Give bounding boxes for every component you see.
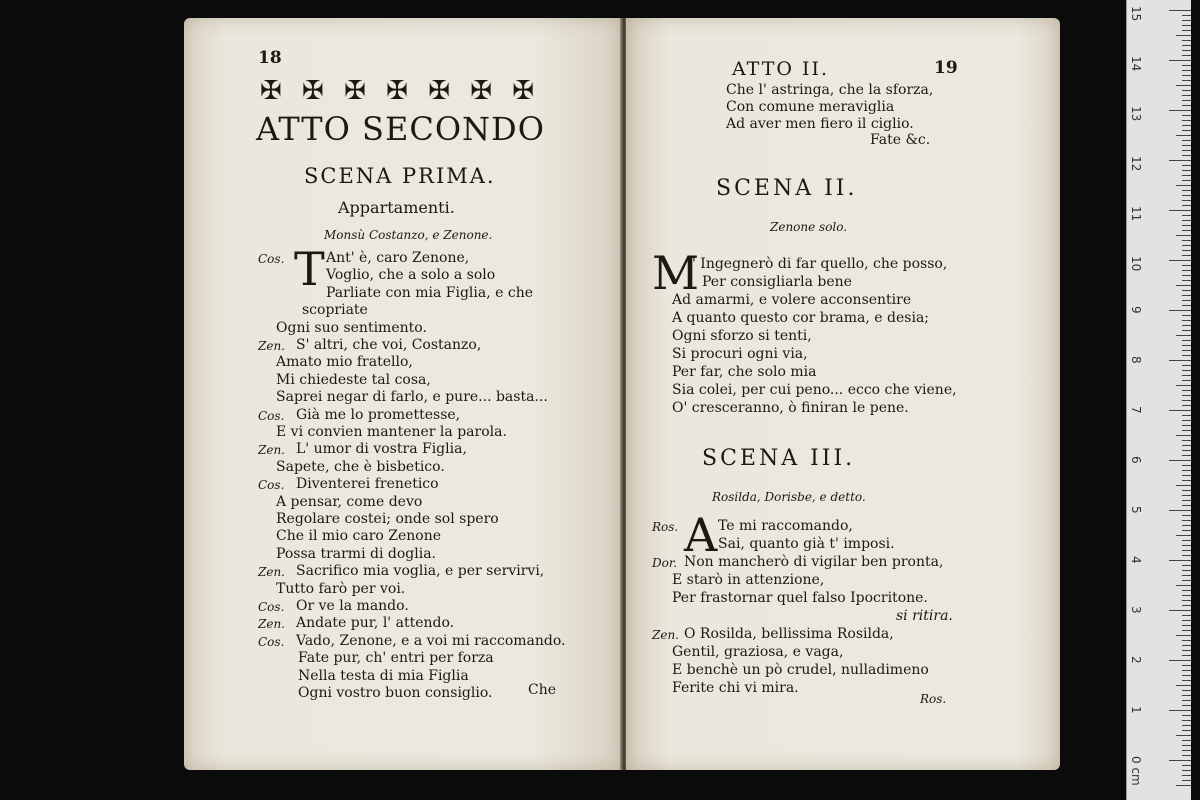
- ruler-tick: [1176, 535, 1191, 536]
- speaker-label: Cos.: [258, 634, 285, 649]
- page-number: 18: [258, 48, 282, 68]
- ruler-tick: [1182, 690, 1191, 691]
- verse-line: Regolare costei; onde sol spero: [276, 511, 499, 527]
- ruler-tick: [1169, 460, 1191, 461]
- ruler-tick: [1182, 620, 1191, 621]
- catchword: Ros.: [920, 692, 947, 706]
- verse-line: Già me lo promettesse,: [296, 406, 461, 423]
- ruler-label: 2: [1129, 656, 1143, 664]
- verse-line: Sapete, che è bisbetico.: [276, 458, 445, 475]
- ruler-tick: [1182, 530, 1191, 531]
- ruler-tick: [1182, 745, 1191, 746]
- verse-line: E vi convien mantener la parola.: [276, 424, 507, 440]
- verse-line: Nella testa di mia Figlia: [298, 667, 469, 684]
- ruler-tick: [1169, 410, 1191, 411]
- ruler-tick: [1169, 60, 1191, 61]
- ruler-tick: [1182, 345, 1191, 346]
- ruler-tick: [1182, 20, 1191, 21]
- ruler-tick: [1182, 155, 1191, 156]
- ruler-tick: [1182, 305, 1191, 306]
- ruler-tick: [1182, 715, 1191, 716]
- setting: Appartamenti.: [338, 198, 455, 217]
- ruler-tick: [1182, 380, 1191, 381]
- verse-line: A quanto questo cor brama, e desia;: [672, 310, 930, 326]
- ruler-tick: [1182, 120, 1191, 121]
- stage-direction: Fate &c.: [870, 132, 931, 148]
- ruler-tick: [1182, 225, 1191, 226]
- ruler-tick: [1176, 785, 1191, 786]
- speaker-label: Dor.: [652, 556, 678, 570]
- ruler-tick: [1176, 185, 1191, 186]
- characters: Rosilda, Dorisbe, e detto.: [712, 490, 866, 504]
- ruler-tick: [1182, 130, 1191, 131]
- ruler-tick: [1182, 720, 1191, 721]
- ruler-tick: [1182, 420, 1191, 421]
- speaker-label: Zen.: [652, 628, 679, 642]
- ruler-label: 5: [1129, 506, 1143, 514]
- ruler-tick: [1176, 485, 1191, 486]
- ruler-tick: [1182, 425, 1191, 426]
- verse-line: Per consigliarla bene: [702, 274, 852, 290]
- ruler-tick: [1182, 270, 1191, 271]
- characters: Zenone solo.: [770, 220, 848, 234]
- ruler-tick: [1182, 455, 1191, 456]
- ruler-label: 14: [1129, 56, 1143, 72]
- ruler-tick: [1176, 435, 1191, 436]
- right-page: [626, 18, 1060, 770]
- verse-line: Gentil, graziosa, e vaga,: [672, 644, 844, 660]
- ruler-tick: [1182, 650, 1191, 651]
- ruler-tick: [1182, 180, 1191, 181]
- verse-line: Ad amarmi, e volere acconsentire: [672, 292, 912, 308]
- ruler-tick: [1176, 85, 1191, 86]
- ruler-tick: [1182, 125, 1191, 126]
- ruler-tick: [1182, 405, 1191, 406]
- ruler-tick: [1182, 215, 1191, 216]
- verse-line: Voglio, che a solo a solo: [326, 267, 496, 284]
- verse-line: Vado, Zenone, e a voi mi raccomando.: [296, 632, 566, 649]
- ruler-tick: [1182, 105, 1191, 106]
- ruler-tick: [1169, 110, 1191, 111]
- ruler-label: 6: [1129, 456, 1143, 464]
- ruler-tick: [1182, 555, 1191, 556]
- ruler-tick: [1182, 70, 1191, 71]
- catchword: Che: [528, 682, 557, 698]
- running-header: ATTO II.: [732, 58, 830, 80]
- ruler-label: 12: [1129, 156, 1143, 172]
- drop-cap: T: [294, 242, 325, 296]
- verse-line: Si procuri ogni via,: [672, 346, 808, 362]
- ruler-tick: [1182, 465, 1191, 466]
- verse-line: Non mancherò di vigilar ben pronta,: [684, 554, 944, 570]
- verse-line: Che l' astringa, che la sforza,: [726, 82, 934, 98]
- ruler-tick: [1182, 775, 1191, 776]
- ruler-tick: [1182, 275, 1191, 276]
- verse-line: Ogni vostro buon consiglio.: [298, 685, 493, 701]
- drop-cap: A: [684, 508, 718, 562]
- ruler-tick: [1182, 55, 1191, 56]
- ruler-tick: [1182, 40, 1191, 41]
- ruler-tick: [1182, 115, 1191, 116]
- ruler-tick: [1182, 665, 1191, 666]
- speaker-label: Cos.: [258, 478, 285, 493]
- ruler-label: 11: [1129, 206, 1143, 222]
- ruler-tick: [1182, 755, 1191, 756]
- verse-line: scopriate: [302, 302, 368, 319]
- ruler-tick: [1182, 140, 1191, 141]
- ruler-tick: [1182, 780, 1191, 781]
- ruler-tick: [1182, 50, 1191, 51]
- ruler-tick: [1182, 475, 1191, 476]
- ruler-label: 3: [1129, 606, 1143, 614]
- verse-line: Sacrifico mia voglia, e per servirvi,: [296, 563, 545, 580]
- verse-line: Per frastornar quel falso Ipocritone.: [672, 590, 928, 606]
- ruler-tick: [1182, 705, 1191, 706]
- verse-line: L' umor di vostra Figlia,: [296, 441, 467, 458]
- open-book: [184, 18, 1060, 770]
- ruler-tick: [1182, 520, 1191, 521]
- ruler-tick: [1182, 740, 1191, 741]
- ruler-tick: [1182, 480, 1191, 481]
- verse-line: Tutto farò per voi.: [276, 580, 406, 597]
- verse-line: Ogni sforzo si tenti,: [672, 328, 812, 344]
- ruler-tick: [1176, 685, 1191, 686]
- act-title: ATTO SECONDO: [256, 110, 545, 148]
- ruler-label: 13: [1129, 106, 1143, 122]
- ruler-tick: [1182, 300, 1191, 301]
- speaker-label: Ros.: [652, 520, 679, 534]
- ruler-tick: [1182, 350, 1191, 351]
- speaker-label: Zen.: [258, 443, 285, 458]
- ruler-tick: [1182, 545, 1191, 546]
- ruler-tick: [1182, 65, 1191, 66]
- ruler-tick: [1182, 695, 1191, 696]
- ruler-tick: [1176, 635, 1191, 636]
- speaker-label: Zen.: [258, 339, 285, 353]
- verse-line: ' Ingegnerò di far quello, che posso,: [692, 256, 948, 272]
- ruler-tick: [1182, 670, 1191, 671]
- ruler-tick: [1182, 175, 1191, 176]
- ruler-tick: [1182, 320, 1191, 321]
- ruler-tick: [1182, 675, 1191, 676]
- ruler-tick: [1182, 230, 1191, 231]
- verse-line: E starò in attenzione,: [672, 572, 825, 588]
- verse-line: Mi chiedeste tal cosa,: [276, 371, 431, 388]
- ruler-tick: [1182, 165, 1191, 166]
- scene-title: SCENA III.: [702, 446, 856, 471]
- ruler-tick: [1182, 75, 1191, 76]
- verse-line: Ad aver men fiero il ciglio.: [726, 116, 914, 132]
- ruler-tick: [1182, 600, 1191, 601]
- ruler-tick: [1169, 360, 1191, 361]
- ruler-tick: [1182, 280, 1191, 281]
- ruler-tick: [1169, 610, 1191, 611]
- ruler-tick: [1182, 325, 1191, 326]
- ruler-tick: [1182, 45, 1191, 46]
- verse-line: S' altri, che voi, Costanzo,: [296, 337, 482, 353]
- ruler-tick: [1182, 595, 1191, 596]
- verse-line: Saprei negar di farlo, e pure... basta...: [276, 389, 548, 406]
- ruler-tick: [1182, 30, 1191, 31]
- drop-cap: M: [652, 246, 700, 300]
- ruler-tick: [1182, 750, 1191, 751]
- verse-line: Sia colei, per cui peno... ecco che viene,: [672, 382, 957, 398]
- ruler-label: 9: [1129, 306, 1143, 314]
- ruler-tick: [1182, 330, 1191, 331]
- ruler-tick: [1176, 385, 1191, 386]
- ruler-label: 7: [1129, 406, 1143, 414]
- ruler-label: 15: [1129, 6, 1143, 22]
- ruler-tick: [1182, 145, 1191, 146]
- verse-line: Ant' è, caro Zenone,: [326, 250, 470, 266]
- ruler-tick: [1182, 445, 1191, 446]
- ruler-tick: [1182, 640, 1191, 641]
- ruler-tick: [1169, 260, 1191, 261]
- left-page: [184, 18, 622, 770]
- page-number: 19: [934, 58, 958, 78]
- verse-line: Diventerei frenetico: [296, 476, 439, 493]
- verse-line: si ritira.: [896, 608, 953, 624]
- ruler-tick: [1182, 195, 1191, 196]
- ruler-tick: [1182, 550, 1191, 551]
- verse-line: O Rosilda, bellissima Rosilda,: [684, 626, 894, 642]
- ruler-tick: [1176, 735, 1191, 736]
- ruler-tick: [1182, 390, 1191, 391]
- ruler-tick: [1182, 575, 1191, 576]
- verse-line: E benchè un pò crudel, nulladimeno: [672, 662, 929, 678]
- verse-line: Parliate con mia Figlia, e che: [326, 284, 534, 301]
- ruler-tick: [1169, 660, 1191, 661]
- verse-line: A pensar, come devo: [276, 493, 423, 510]
- ruler-tick: [1182, 700, 1191, 701]
- ruler-tick: [1182, 440, 1191, 441]
- ruler-tick: [1176, 35, 1191, 36]
- speaker-label: Cos.: [258, 252, 285, 266]
- ruler-tick: [1182, 15, 1191, 16]
- ruler-tick: [1182, 725, 1191, 726]
- ruler-tick: [1182, 90, 1191, 91]
- ruler-tick: [1182, 205, 1191, 206]
- ruler-tick: [1182, 295, 1191, 296]
- ruler-tick: [1182, 95, 1191, 96]
- ruler-tick: [1182, 290, 1191, 291]
- verse-line: Ogni suo sentimento.: [276, 319, 427, 336]
- speaker-label: Zen.: [258, 565, 285, 580]
- ruler-tick: [1182, 365, 1191, 366]
- ruler-tick: [1182, 680, 1191, 681]
- ruler-tick: [1182, 565, 1191, 566]
- ruler-tick: [1182, 415, 1191, 416]
- ruler-label: 8: [1129, 356, 1143, 364]
- measuring-ruler: [1126, 0, 1191, 800]
- ruler-tick: [1182, 255, 1191, 256]
- characters: Monsù Costanzo, e Zenone.: [324, 228, 493, 242]
- ruler-tick: [1182, 525, 1191, 526]
- speaker-label: Cos.: [258, 600, 285, 614]
- ruler-label: 4: [1129, 556, 1143, 564]
- verse-line: Te mi raccomando,: [718, 518, 853, 534]
- ruler-tick: [1169, 310, 1191, 311]
- ruler-tick: [1176, 235, 1191, 236]
- speaker-label: Cos.: [258, 408, 285, 423]
- ruler-tick: [1182, 240, 1191, 241]
- ruler-tick: [1182, 100, 1191, 101]
- ruler-tick: [1182, 515, 1191, 516]
- verse-line: Sai, quanto già t' imposi.: [718, 536, 895, 552]
- ruler-tick: [1182, 370, 1191, 371]
- ruler-tick: [1169, 10, 1191, 11]
- ruler-label: 10: [1129, 256, 1143, 272]
- ruler-tick: [1182, 580, 1191, 581]
- verse-line: Ferite chi vi mira.: [672, 680, 799, 696]
- ruler-tick: [1176, 135, 1191, 136]
- verse-line: Con comune meraviglia: [726, 99, 895, 115]
- ruler-tick: [1182, 355, 1191, 356]
- ruler-tick: [1182, 315, 1191, 316]
- ruler-tick: [1176, 585, 1191, 586]
- ruler-tick: [1182, 505, 1191, 506]
- ruler-tick: [1182, 605, 1191, 606]
- ruler-tick: [1182, 730, 1191, 731]
- verse-line: Possa trarmi di doglia.: [276, 545, 437, 562]
- ruler-tick: [1182, 395, 1191, 396]
- verse-line: Fate pur, ch' entri per forza: [298, 650, 494, 667]
- ruler-tick: [1169, 710, 1191, 711]
- ruler-tick: [1182, 245, 1191, 246]
- ruler-tick: [1182, 770, 1191, 771]
- verse-line: O' cresceranno, ò finiran le pene.: [672, 400, 909, 416]
- ruler-tick: [1169, 760, 1191, 761]
- ruler-tick: [1176, 335, 1191, 336]
- verse-line: Or ve la mando.: [296, 598, 409, 614]
- ruler-label: 0 cm: [1129, 756, 1143, 786]
- ruler-tick: [1182, 645, 1191, 646]
- ruler-tick: [1182, 25, 1191, 26]
- scene-title: SCENA II.: [716, 176, 858, 201]
- ruler-tick: [1182, 570, 1191, 571]
- ruler-tick: [1182, 340, 1191, 341]
- verse-line: Per far, che solo mia: [672, 364, 817, 380]
- ruler-tick: [1182, 170, 1191, 171]
- ornament-band: ✠ ✠ ✠ ✠ ✠ ✠ ✠: [260, 76, 541, 106]
- ruler-tick: [1182, 375, 1191, 376]
- ruler-tick: [1182, 490, 1191, 491]
- speaker-label: Zen.: [258, 617, 285, 632]
- ruler-tick: [1169, 510, 1191, 511]
- scene-title: SCENA PRIMA.: [304, 164, 496, 188]
- ruler-tick: [1182, 265, 1191, 266]
- ruler-tick: [1182, 500, 1191, 501]
- ruler-tick: [1182, 400, 1191, 401]
- ruler-tick: [1182, 450, 1191, 451]
- ruler-tick: [1182, 190, 1191, 191]
- ruler-tick: [1182, 655, 1191, 656]
- ruler-tick: [1169, 210, 1191, 211]
- ruler-tick: [1176, 285, 1191, 286]
- verse-line: Che il mio caro Zenone: [276, 528, 442, 545]
- verse-line: Andate pur, l' attendo.: [296, 615, 455, 632]
- ruler-tick: [1182, 250, 1191, 251]
- ruler-tick: [1182, 220, 1191, 221]
- ruler-tick: [1182, 80, 1191, 81]
- ruler-tick: [1182, 630, 1191, 631]
- ruler-tick: [1182, 765, 1191, 766]
- ruler-tick: [1182, 495, 1191, 496]
- ruler-tick: [1169, 560, 1191, 561]
- ruler-tick: [1182, 625, 1191, 626]
- ruler-tick: [1182, 430, 1191, 431]
- ruler-tick: [1182, 590, 1191, 591]
- ruler-label: 1: [1129, 706, 1143, 714]
- ruler-tick: [1182, 470, 1191, 471]
- ruler-tick: [1182, 540, 1191, 541]
- ruler-tick: [1169, 160, 1191, 161]
- ruler-tick: [1182, 150, 1191, 151]
- ruler-tick: [1182, 200, 1191, 201]
- verse-line: Amato mio fratello,: [276, 354, 413, 371]
- ruler-tick: [1182, 615, 1191, 616]
